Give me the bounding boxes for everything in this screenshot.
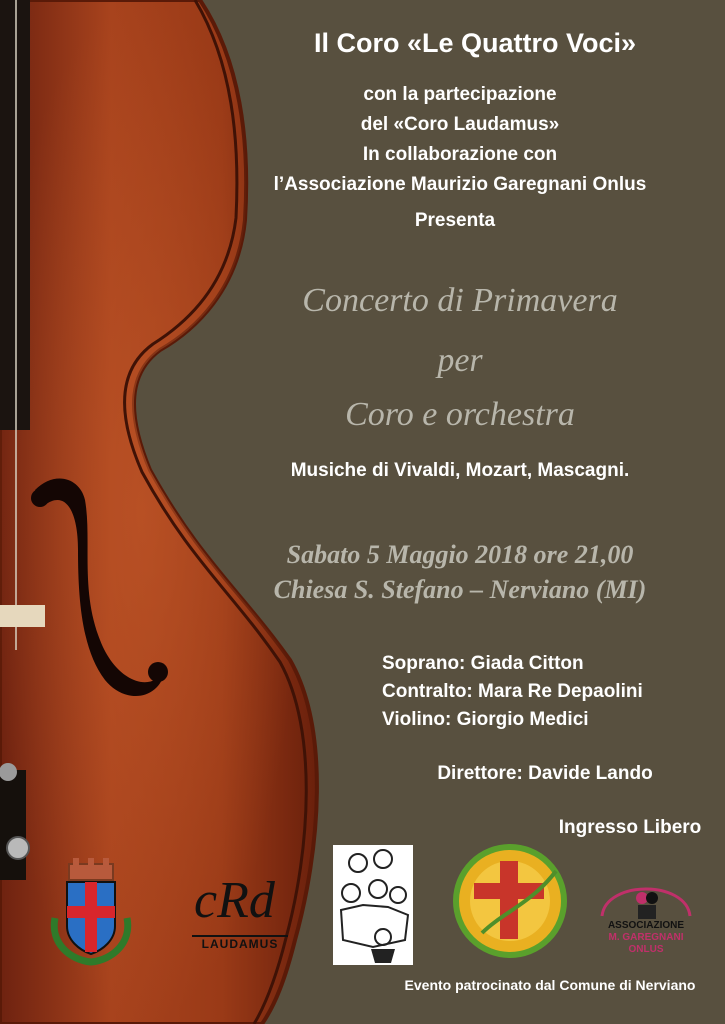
- performers-list: [382, 650, 643, 734]
- concert-subtitle: Coro e orchestra: [345, 396, 575, 433]
- concert-title: Concerto di Primavera: [302, 282, 618, 319]
- presenta-text: Presenta: [414, 210, 496, 231]
- comune-coat-of-arms-logo: [45, 858, 137, 966]
- intro-line: con la partecipazione: [363, 84, 557, 105]
- event-date: Sabato 5 Maggio 2018 ore 21,00: [286, 540, 634, 569]
- poster-title: Il Coro «Le Quattro Voci»: [313, 28, 637, 58]
- performer-item: Soprano: Giada Citton: [382, 653, 584, 674]
- patronage-text: Evento patrocinato dal Comune di Nerviano: [404, 977, 696, 993]
- parish-cross-logo: [452, 843, 572, 961]
- free-entry-text: Ingresso Libero: [558, 817, 702, 838]
- intro-line: In collaborazione con: [362, 144, 558, 165]
- association-logo-line: ASSOCIAZIONE: [607, 920, 685, 931]
- association-logo-line: M. GAREGNANI ONLUS: [608, 932, 684, 955]
- director-line: Direttore: Davide Lando: [437, 763, 653, 784]
- event-place: Chiesa S. Stefano – Nerviano (MI): [273, 575, 647, 604]
- intro-line: del «Coro Laudamus»: [360, 114, 560, 135]
- intro-block: [250, 80, 670, 200]
- intro-line: l’Associazione Maurizio Garegnani Onlus: [273, 174, 647, 195]
- composers-line: Musiche di Vivaldi, Mozart, Mascagni.: [290, 460, 630, 481]
- performer-item: Violino: Giorgio Medici: [382, 709, 589, 730]
- choir-singers-logo: [333, 845, 413, 965]
- association-garegnani-logo: [596, 870, 696, 920]
- laudamus-logo-text: LAUDAMUS: [201, 937, 279, 951]
- concert-title-per: per: [437, 342, 483, 379]
- performer-item: Contralto: Mara Re Depaolini: [382, 681, 643, 702]
- association-logo-text: [596, 920, 696, 956]
- svg-text:cRd: cRd: [194, 872, 275, 929]
